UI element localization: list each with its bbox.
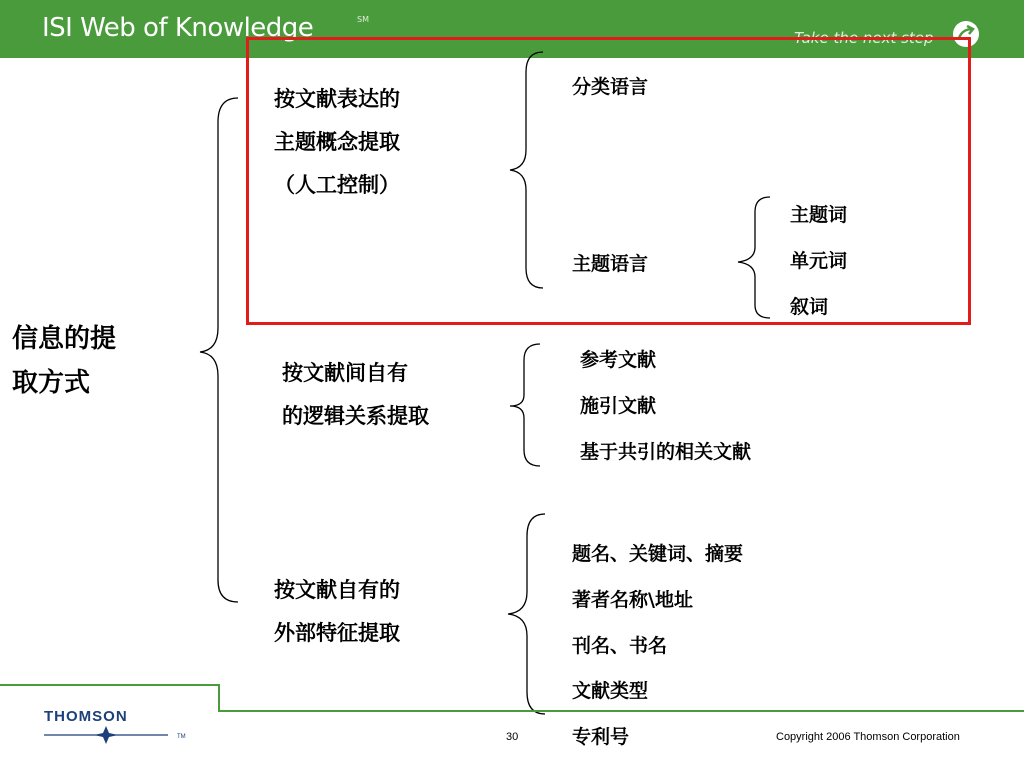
footer-divider — [0, 684, 220, 686]
logo-tm: TM — [177, 734, 186, 740]
thomson-star-icon — [40, 726, 190, 744]
copyright: Copyright 2006 Thomson Corporation — [776, 731, 960, 743]
branch3-item: 题名、关键词、摘要 — [572, 543, 744, 565]
root-brace — [200, 98, 238, 602]
branch2-brace — [510, 344, 540, 466]
branch1-label-line: 按文献表达的 — [274, 87, 400, 111]
page-number: 30 — [506, 731, 519, 743]
highlight-box — [246, 37, 971, 325]
branch2-label-line: 的逻辑关系提取 — [282, 404, 429, 428]
subject-term: 主题词 — [790, 204, 848, 226]
tagline: Take the next step — [794, 29, 934, 47]
unit-term: 单元词 — [790, 250, 848, 272]
branch1-label-line: （人工控制） — [274, 173, 400, 197]
branch3-brace — [508, 514, 545, 714]
classification-language: 分类语言 — [572, 76, 649, 98]
branch2-label-line: 按文献间自有 — [282, 361, 408, 385]
service-mark: SM — [357, 15, 369, 24]
descriptor-term: 叙词 — [790, 296, 829, 318]
branch3-label-line: 外部特征提取 — [274, 621, 400, 645]
branch2-item: 基于共引的相关文献 — [580, 441, 752, 463]
branch3-item: 著者名称\地址 — [572, 589, 693, 611]
root-label-line: 信息的提 — [12, 324, 117, 354]
branch3-label-line: 按文献自有的 — [274, 578, 400, 602]
root-label — [12, 317, 116, 405]
branch2-label — [282, 352, 429, 438]
branch3-item: 专利号 — [572, 726, 630, 748]
branch3-label — [274, 569, 400, 655]
branch2-item: 施引文献 — [580, 395, 657, 417]
branch3-item: 文献类型 — [572, 680, 649, 702]
branch2-item: 参考文献 — [580, 349, 657, 371]
footer-divider — [218, 684, 220, 712]
thomson-logo: THOMSON — [44, 708, 128, 725]
branch3-item: 刊名、书名 — [572, 635, 668, 657]
root-label-line: 取方式 — [12, 368, 91, 398]
branch1-label-line: 主题概念提取 — [274, 130, 400, 154]
footer-divider — [218, 710, 1024, 712]
subject-language: 主题语言 — [572, 253, 649, 275]
app-title: ISI Web of Knowledge — [42, 13, 314, 43]
